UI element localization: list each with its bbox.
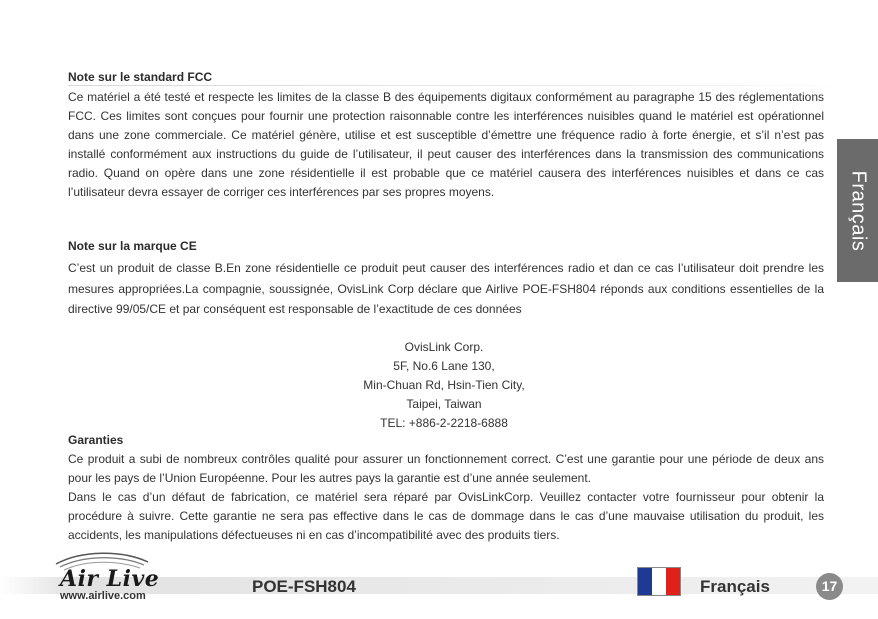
fcc-heading: Note sur le standard FCC	[68, 70, 213, 84]
model-name: POE-FSH804	[252, 577, 356, 596]
warranty-text-2: Dans le cas d’un défaut de fabrication, ce matériel sera réparé par OvisLinkCorp. Veuillez contacter votre fournisseur pour obtenir la procédure à suivre. Cette garantie ne sera pas effective dans le cas de dommage dans le cas d’une mauvaise utilisation du produit, les accidents, les manipulations défectueuses ni en cas d’incompatibilité avec des produits tiers.	[68, 490, 824, 542]
language-side-tab	[837, 139, 878, 282]
footer-language: Français	[700, 577, 770, 596]
fcc-paragraph	[68, 88, 824, 202]
french-flag-icon	[637, 567, 681, 596]
address-line-2: Min-Chuan Rd, Hsin-Tien City,	[363, 378, 525, 392]
section-divider	[68, 85, 863, 86]
airlive-url: www.airlive.com	[60, 590, 146, 602]
page-number-badge: 17	[816, 573, 843, 600]
ce-text: C’est un produit de classe B.En zone résidentielle ce produit peut causer des interférences radio et dan ce cas l’utilisateur doit prendre les mesures appropriées.La compagnie, soussignée, OvisLink Corp déclare que Airlive POE-FSH804 réponds aux conditions essentielles de la directive 99/05/CE et par conséquent est responsable de l’exactitude de ces données	[68, 261, 824, 316]
ce-heading: Note sur la marque CE	[68, 239, 197, 253]
warranty-text-1: Ce produit a subi de nombreux contrôles qualité pour assurer un fonctionnement correct. C’est une garantie pour une période de deux ans pour les pays de l’Union Européenne. Pour les autres pays la garantie est d’une année seulement.	[68, 452, 824, 485]
company-address	[244, 338, 644, 433]
side-tab-label: Français	[847, 170, 869, 251]
flag-stripe-blue	[638, 568, 652, 595]
address-line-1: 5F, No.6 Lane 130,	[393, 359, 495, 373]
airlive-logo-text: Air Live	[60, 566, 160, 592]
flag-stripe-red	[666, 568, 680, 595]
flag-stripe-white	[652, 568, 666, 595]
address-line-3: Taipei, Taiwan	[406, 397, 482, 411]
address-tel: TEL: +886-2-2218-6888	[380, 416, 508, 430]
ce-paragraph	[68, 258, 824, 320]
address-company: OvisLink Corp.	[404, 340, 484, 354]
fcc-text: Ce matériel a été testé et respecte les limites de la classe B des équipements digitaux conformément au paragraphe 15 des réglementations FCC. Ces limites sont conçues pour fournir une protection raisonnable contre les interférences nuisibles quand le matériel est opérationnel dans une zone commerciale. Ce matériel génère, utilise et est susceptible d’émettre une fréquence radio à forte énergie, et s’il n’est pas installé conformément aux instructions du guide de l’utilisateur, il peut causer des interférences dans la transmission des communications radio. Quand on opère dans une zone résidentielle il est probable que ce matériel causera des interférences nuisibles et dans ce cas l’utilisateur devra essayer de corriger ces interférences par ses propres moyens.	[68, 90, 824, 199]
warranty-paragraph	[68, 450, 824, 545]
warranty-heading: Garanties	[68, 433, 124, 447]
